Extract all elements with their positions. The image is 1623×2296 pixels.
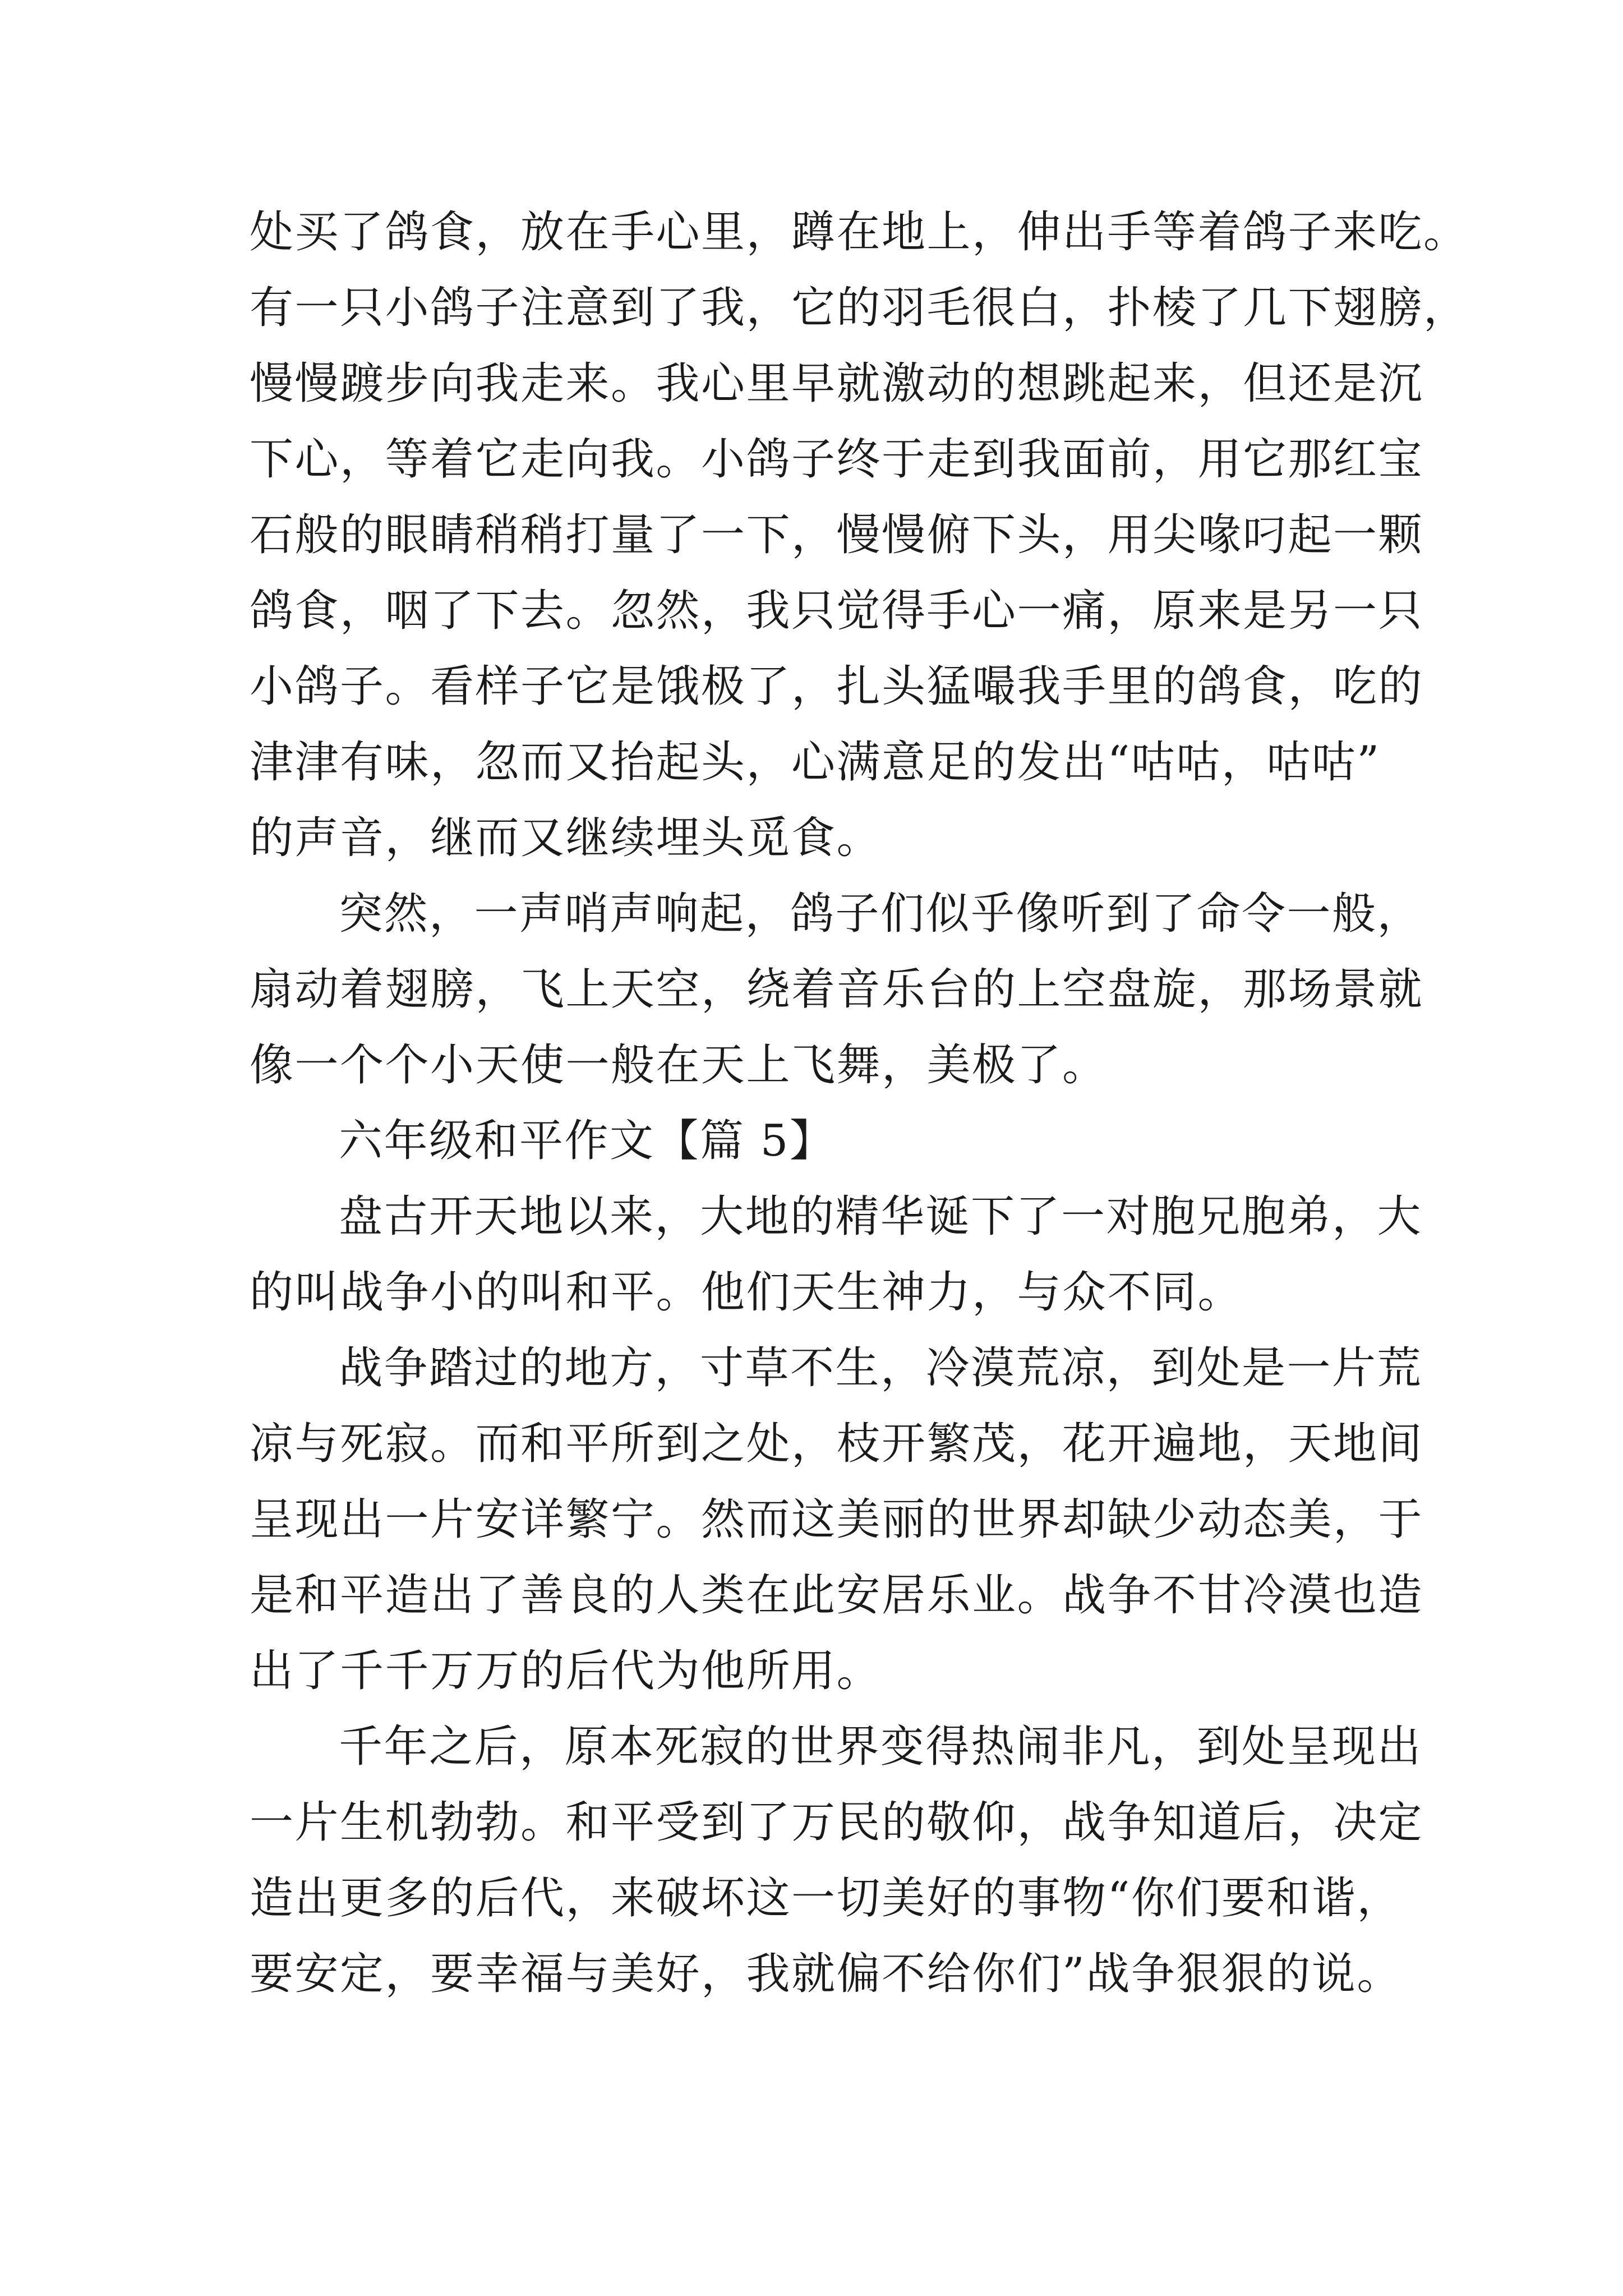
text-line: 像一个个小天使一般在天上飞舞，美极了。 <box>250 1040 1108 1091</box>
text-line: 盘古开天地以来，大地的精华诞下了一对胞兄胞弟，大 <box>339 1191 1423 1242</box>
text-line: 石般的眼睛稍稍打量了一下，慢慢俯下头，用尖喙叼起一颗 <box>250 510 1424 560</box>
text-line: 慢慢踱步向我走来。我心里早就激动的想跳起来，但还是沉 <box>250 358 1424 409</box>
text-line: 造出更多的后代，来破坏这一切美好的事物“你们要和谐， <box>250 1873 1402 1924</box>
section-heading: 六年级和平作文【篇 5】 <box>339 1116 835 1166</box>
text-line: 千年之后，原本死寂的世界变得热闹非凡，到处呈现出 <box>339 1722 1423 1772</box>
text-line: 出了千千万万的后代为他所用。 <box>250 1646 882 1696</box>
text-line: 是和平造出了善良的人类在此安居乐业。战争不甘冷漠也造 <box>250 1570 1424 1621</box>
text-line: 下心，等着它走向我。小鸽子终于走到我面前，用它那红宝 <box>250 434 1424 485</box>
text-line: 扇动着翅膀，飞上天空，绕着音乐台的上空盘旋，那场景就 <box>250 964 1424 1015</box>
text-line: 呈现出一片安详繁宁。然而这美丽的世界却缺少动态美，于 <box>250 1494 1424 1545</box>
text-line: 要安定，要幸福与美好，我就偏不给你们”战争狠狠的说。 <box>250 1949 1402 1999</box>
text-line: 凉与死寂。而和平所到之处，枝开繁茂，花开遍地，天地间 <box>250 1419 1424 1469</box>
text-line: 处买了鸽食，放在手心里，蹲在地上，伸出手等着鸽子来吃。 <box>250 207 1469 257</box>
text-line: 小鸽子。看样子它是饿极了，扎头猛嘬我手里的鸽食，吃的 <box>250 661 1424 712</box>
text-line: 突然，一声哨声响起，鸽子们似乎像听到了命令一般， <box>339 889 1423 939</box>
text-line: 津津有味，忽而又抬起头，心满意足的发出“咕咕，咕咕” <box>250 737 1381 788</box>
text-line: 鸽食，咽了下去。忽然，我只觉得手心一痛，原来是另一只 <box>250 586 1424 636</box>
text-line: 的声音，继而又继续埋头觅食。 <box>250 813 882 863</box>
text-line: 有一只小鸽子注意到了我，它的羽毛很白，扑棱了几下翅膀， <box>250 283 1469 333</box>
text-line: 战争踏过的地方，寸草不生，冷漠荒凉，到处是一片荒 <box>339 1343 1423 1393</box>
text-line: 的叫战争小的叫和平。他们天生神力，与众不同。 <box>250 1267 1243 1318</box>
text-line: 一片生机勃勃。和平受到了万民的敬仰，战争知道后，决定 <box>250 1797 1424 1848</box>
